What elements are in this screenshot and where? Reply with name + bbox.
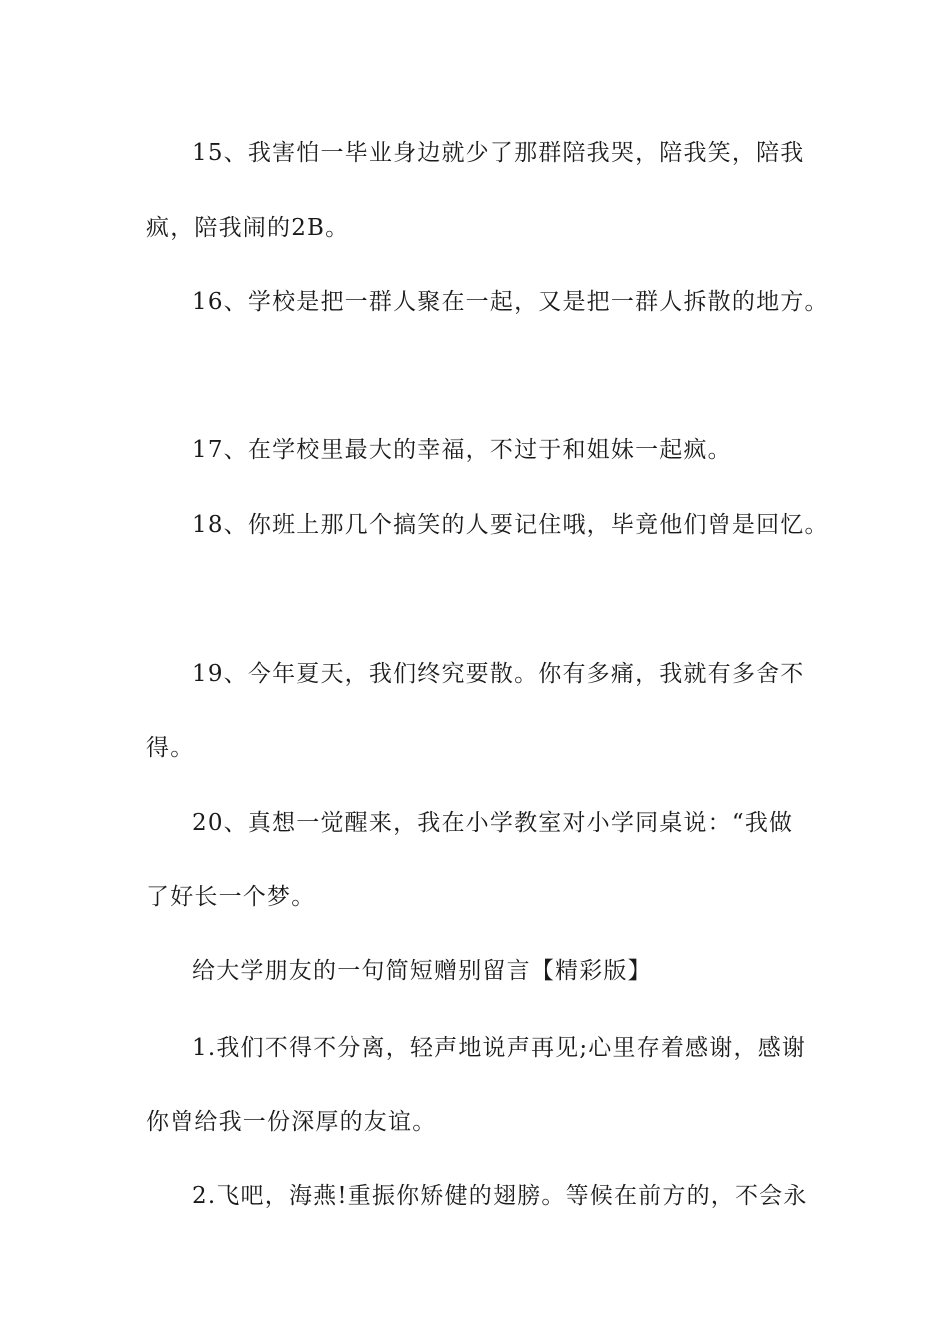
paragraph-19-line-1: 19、今年夏天，我们终究要散。你有多痛，我就有多舍不 bbox=[192, 661, 805, 687]
paragraph-19-line-2: 得。 bbox=[146, 735, 195, 761]
paragraph-20-line-1: 20、真想一觉醒来，我在小学教室对小学同桌说：“我做 bbox=[192, 810, 794, 836]
paragraph-2-line-1: 2.飞吧，海燕!重振你矫健的翅膀。等候在前方的，不会永 bbox=[192, 1183, 808, 1209]
paragraph-17: 17、在学校里最大的幸福，不过于和姐妹一起疯。 bbox=[192, 437, 732, 463]
paragraph-15-line-1: 15、我害怕一毕业身边就少了那群陪我哭，陪我笑，陪我 bbox=[192, 140, 805, 166]
paragraph-15-line-2: 疯，陪我闹的2B。 bbox=[146, 215, 350, 241]
paragraph-1-line-1: 1.我们不得不分离，轻声地说声再见;心里存着感谢，感谢 bbox=[192, 1035, 807, 1061]
paragraph-16: 16、学校是把一群人聚在一起，又是把一群人拆散的地方。 bbox=[192, 289, 829, 315]
paragraph-18: 18、你班上那几个搞笑的人要记住哦，毕竟他们曾是回忆。 bbox=[192, 512, 829, 538]
paragraph-1-line-2: 你曾给我一份深厚的友谊。 bbox=[146, 1109, 437, 1135]
paragraph-20-line-2: 了好长一个梦。 bbox=[146, 884, 316, 910]
section-heading: 给大学朋友的一句简短赠别留言【精彩版】 bbox=[192, 958, 652, 984]
